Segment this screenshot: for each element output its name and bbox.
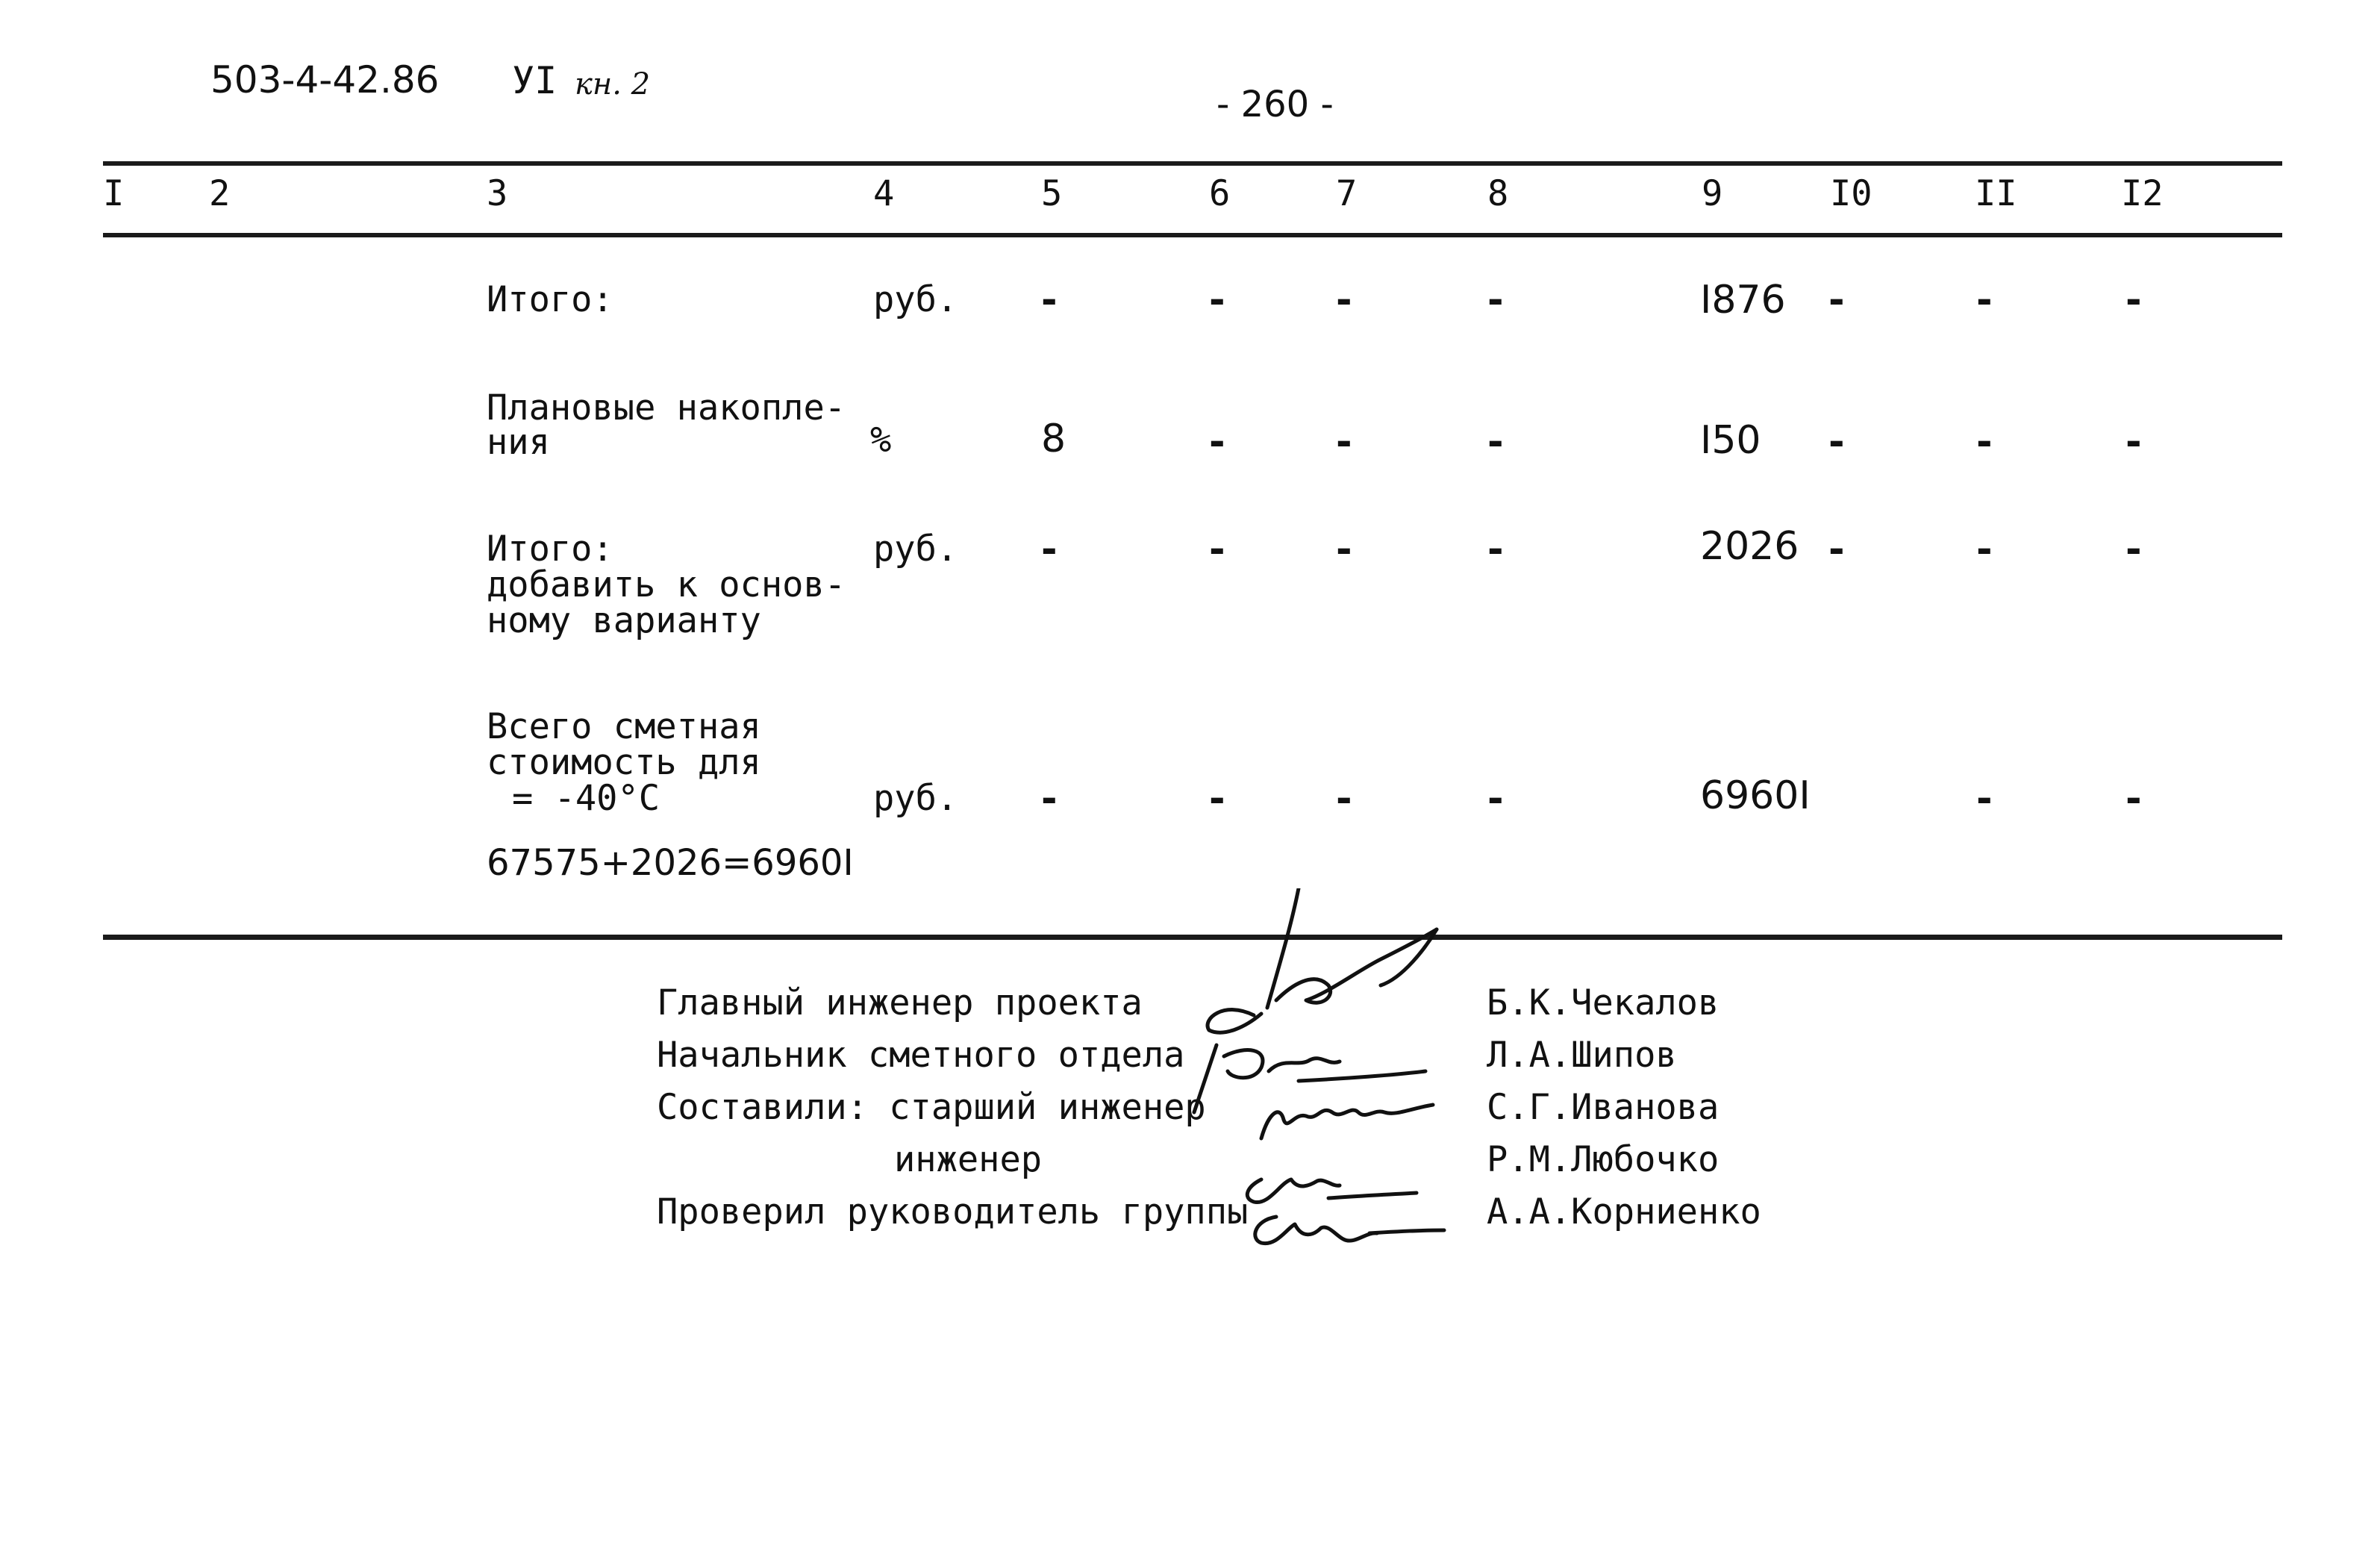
column-header: 2 (209, 173, 231, 214)
value-cell: - (1487, 527, 1504, 572)
signature-role: Главный инженер проекта (657, 982, 1143, 1023)
signature-lyubochko (1247, 1179, 1417, 1203)
value-cell: - (1041, 278, 1058, 322)
book-note: кн. 2 (575, 67, 651, 102)
value-cell: 6960I (1700, 773, 1811, 818)
value-cell: - (1209, 776, 1225, 821)
signature-role: Проверил руководитель группы (657, 1191, 1249, 1232)
value-cell: 8 (1041, 417, 1066, 461)
value-cell: - (1209, 527, 1225, 572)
signatory-name: Р.М.Любочко (1487, 1139, 1720, 1180)
unit-cell: руб. (873, 529, 958, 570)
value-cell: - (1209, 420, 1225, 464)
row-label: Всего сметная стоимость для (487, 706, 761, 783)
unit-cell: % (870, 420, 892, 461)
table-top-rule (103, 161, 2282, 166)
value-cell: - (1487, 278, 1504, 322)
value-cell: - (2126, 527, 2142, 572)
column-header: 3 (487, 173, 508, 214)
column-header: 4 (873, 173, 895, 214)
row-label: Итого: добавить к основ- ному варианту (487, 529, 846, 641)
value-cell: I876 (1700, 278, 1786, 322)
value-cell: - (1336, 527, 1352, 572)
volume-label: УI (512, 59, 557, 102)
signature-role: инженер (894, 1139, 1043, 1180)
unit-cell: руб. (873, 778, 958, 819)
signatory-name: Л.А.Шипов (1487, 1035, 1677, 1076)
signature-role: Составили: старший инженер (657, 1087, 1206, 1128)
column-header: II (1975, 173, 2017, 214)
value-cell: - (2126, 776, 2142, 821)
row-label: Плановые накопле- ния (487, 387, 846, 463)
value-cell: - (1487, 420, 1504, 464)
handwritten-signatures (1179, 888, 1597, 1262)
value-cell: - (1976, 420, 1993, 464)
value-cell: - (1828, 420, 1845, 464)
value-cell: - (1976, 527, 1993, 572)
signatory-name: С.Г.Иванова (1487, 1087, 1720, 1128)
column-header: 9 (1702, 173, 1723, 214)
column-header: 7 (1336, 173, 1358, 214)
page-number: - 260 - (1216, 84, 1334, 125)
column-header: 6 (1209, 173, 1231, 214)
header-bottom-rule (103, 233, 2282, 237)
signatory-name: Б.К.Чекалов (1487, 982, 1720, 1023)
signature-chief-engineer (1208, 888, 1437, 1032)
signatory-name: А.А.Корниенко (1487, 1191, 1761, 1232)
value-cell: - (1041, 527, 1058, 572)
value-cell: - (1209, 278, 1225, 322)
value-cell: - (2126, 420, 2142, 464)
document-code: 503-4-42.86 (210, 58, 440, 102)
column-header: 5 (1041, 173, 1063, 214)
value-cell: I50 (1700, 418, 1761, 463)
row-label: Итого: (487, 279, 613, 320)
temperature-label: = -40°C (512, 778, 660, 819)
column-header: 8 (1487, 173, 1509, 214)
signature-estimate-head (1194, 1045, 1425, 1112)
value-cell: - (1828, 278, 1845, 322)
calculation-note: 67575+2026=6960I (487, 842, 854, 884)
value-cell: - (1976, 278, 1993, 322)
value-cell: - (1976, 776, 1993, 821)
value-cell: 2026 (1700, 524, 1799, 569)
column-header: I0 (1830, 173, 1873, 214)
value-cell: - (2126, 278, 2142, 322)
value-cell: - (1336, 420, 1352, 464)
column-header: I2 (2121, 173, 2164, 214)
value-cell: - (1041, 776, 1058, 821)
signature-kornienko (1255, 1217, 1444, 1244)
unit-cell: руб. (873, 279, 958, 320)
column-header: I (103, 173, 125, 214)
signature-role: Начальник сметного отдела (657, 1035, 1185, 1076)
value-cell: - (1487, 776, 1504, 821)
value-cell: - (1828, 527, 1845, 572)
value-cell: - (1336, 278, 1352, 322)
signature-ivanova (1261, 1105, 1433, 1138)
value-cell: - (1336, 776, 1352, 821)
